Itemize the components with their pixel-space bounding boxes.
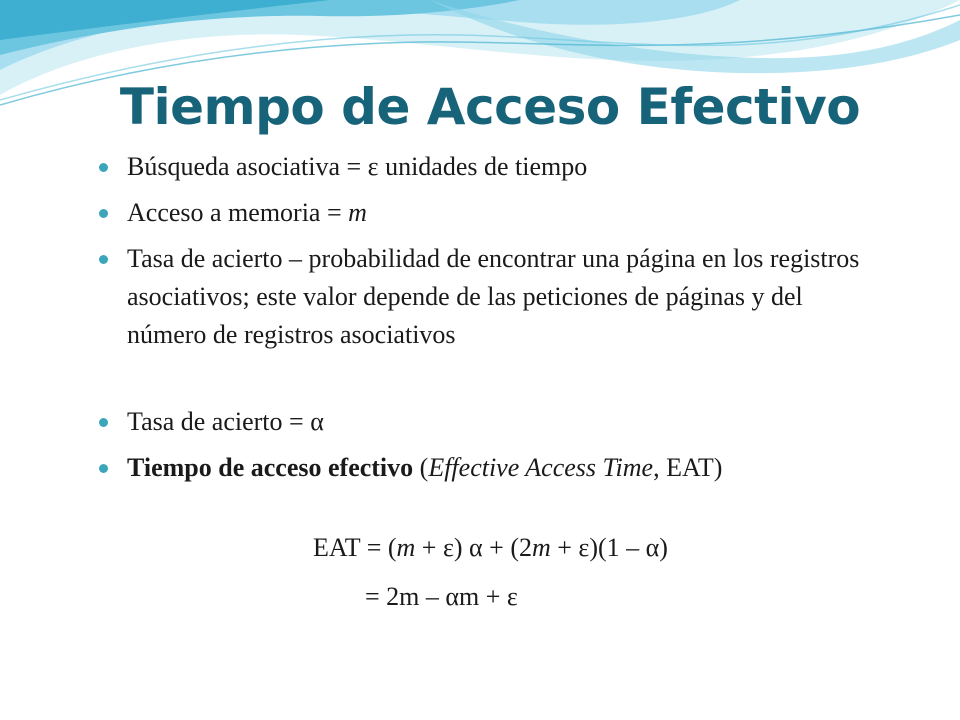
bullet-text: , EAT) — [653, 453, 723, 482]
bullet-item — [127, 194, 887, 232]
bullet-icon — [99, 163, 108, 172]
bullet-icon — [99, 209, 108, 218]
bullet-variable: m — [348, 198, 367, 227]
bullet-icon — [99, 418, 108, 427]
bullet-item — [127, 449, 887, 487]
bullet-item — [127, 240, 887, 354]
formula-variable: m — [531, 533, 551, 562]
formula-line-2: = 2m – αm + ε — [365, 582, 518, 611]
bullet-bold-text: Tiempo de acceso efectivo — [127, 453, 414, 482]
bullet-item — [127, 148, 887, 186]
bullet-icon — [99, 464, 108, 473]
bullet-italic-text: Effective Access Time — [428, 453, 654, 482]
bullet-icon — [99, 255, 108, 264]
bullet-text: ( — [413, 453, 429, 482]
bullet-text: Tasa de acierto – probabilidad de encontrar una página en los registros asociativos; este valor depende de las peticiones de páginas y del número de registros asociativos — [127, 244, 860, 349]
formula-line-1 — [313, 533, 668, 563]
bullet-text: Acceso a memoria = — [127, 198, 349, 227]
formula-text: + ε)(1 – α) — [550, 533, 668, 562]
bullet-text: Tasa de acierto = α — [127, 407, 324, 436]
formula-text: + ε) α + (2 — [415, 533, 532, 562]
formula-text: EAT = ( — [313, 533, 397, 562]
bullet-text: Búsqueda asociativa = ε unidades de tiempo — [127, 152, 588, 181]
formula-variable: m — [396, 533, 416, 562]
bullet-item — [127, 403, 887, 441]
slide-title: Tiempo de Acceso Efectivo — [119, 78, 861, 136]
